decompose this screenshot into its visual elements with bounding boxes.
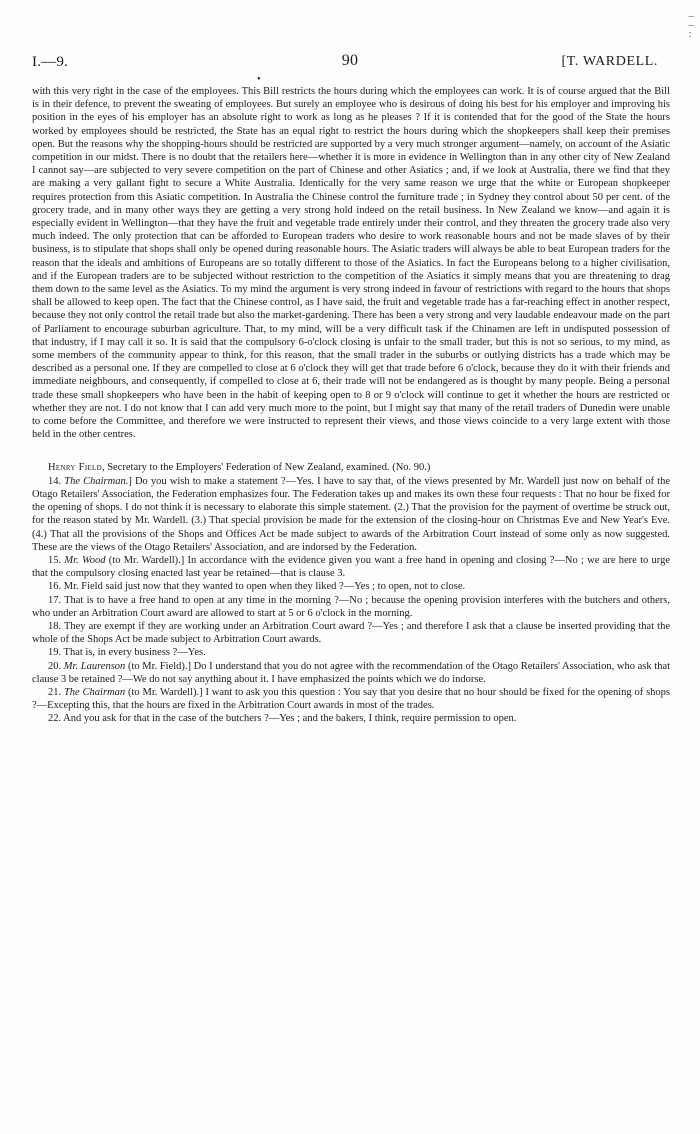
question-22: 22. And you ask for that in the case of the butchers ?—Yes ; and the bakers, I think, require permission to open. (48, 713, 517, 725)
question-15 (32, 554, 670, 580)
question-14 (32, 475, 670, 554)
question-18: 18. They are exempt if they are working under an Arbitration Court award ?—Yes ; and therefore I ask that a clause be inserted providing that the whole of the Shops Act be made subject to Arbitration Court awards. (32, 620, 670, 646)
question-17: 17. That is to have a free hand to open at any time in the morning ?—No ; because the opening provision interferes with the butchers and others, who under an Arbitration Court award are allowed to start at 5 or 6 o'clock in the morning. (32, 594, 670, 619)
question-20 (32, 660, 670, 686)
page-number: 90 (341, 52, 359, 69)
question-21 (32, 686, 670, 712)
question-number: 21. (48, 686, 64, 698)
question-text: (to Mr. Wardell).] In accordance with the evidence given you want a free hand in opening and closing ?—No ; we are here to urge that the compulsory closing enacted last year be retained—that is clause 3. (32, 554, 671, 580)
witness-name-header: [T. WARDELL. (561, 54, 658, 69)
body-text (32, 85, 670, 726)
question-19: 19. That is, in every business ?—Yes. (48, 647, 206, 659)
question-text: (to Mr. Field).] Do I understand that you do not agree with the recommendation of the Otago Retailers' Association, who ask that clause 3 be retained ?—We do not say anything about it. I have emphasized the points which we do indorse. (32, 660, 671, 685)
witness-description: , Secretary to the Employers' Federation of New Zealand, examined. (No. 90.) (101, 462, 431, 474)
continued-statement-paragraph: with this very right in the case of the employees. This Bill restricts the hours during which the employees can work. It is of course argued that the Bill is in their defence, to prevent the sweating of employees. But surely an employee who is desirous of doing his best for his employer and improving his position in the eyes of his employer has an absolute right to work as long as he pleases ? If it is contended that for the good of the State the hours worked by employees should be restricted, the State has an equal right to restrict the hours during which the shopkeepers shall keep their premises open. But the reasons why the shopping-hours should be restricted are supported by a very much stronger argument—namely, on account of the Asiatic competition in our midst. There is no doubt that the retailers here—whether it is more in evidence in Wellington than in any other city of New Zealand I cannot say—are subjected to very severe competition on the part of Chinese and other Asiatics ; and, if we look at Australia, there we find that they are making a very gallant fight to secure a White Australia. Identically for the very same reason we urge that the white or European shopkeeper requires protection from this Asiatic competition. In Australia the Chinese control the furniture trade ; in Sydney they control about 50 per cent. of the grocery trade, and in many other ways they are getting a very strong hold indeed on the retail business. In New Zealand we know—and again it is especially evident in Wellington—that they have the fruit and vegetable trade entirely under their control, and they threaten the grocery trade also very much indeed. The only protection that can be afforded to European traders who desire to work reasonable hours and not be made slaves of by their business, is to stipulate that shops shall only be opened during reasonable hours. The Asiatic traders will always be able to beat European traders for the reason that the ideals and ambitions of Europeans are so totally different to those of the Asiatics. In fact the Europeans belong to a higher civilisation, and if the European traders are to be subjected without restriction to the competition of the Asiatics it simply means that you are threatening to drag them down to the same level as the Asiatics. To my mind the argument is very strong indeed in favour of restrictions with regard to the hours that shops shall be allowed to keep open. The fact that the Chinese control, as I have said, the fruit and vegetable trade has a far-reaching effect in another respect, because they not only control the retail trade but also the market-gardening. There has been a very strong and very laudable endeavour made on the part of Parliament to encourage suburban agriculture. That, to my mind, will be a very difficult task if the Chinamen are left in undisputed possession of that industry, if I may call it so. It is said that the compulsory 6-o'clock closing is unfair to the small trader, but this is not so serious, to my mind, as some members of the community appear to think, for this reason, that the small trader in the suburbs or outlying districts has a trade which may be described as a personal one. If they are compelled to close at 6 o'clock they will get that trade before 6 o'clock, because they do it with their friends and immediate neighbours, and consequently, if compelled to close at 6, their trade will not be endangered as is thought by many people. Being a personal trade these small shopkeepers who have been in the habit of keeping open to 8 or 9 o'clock will continue to get it whether the hours are restricted or whether they are not. I do not know that I can add very much more to the point, but I might say that many of the retail traders of Dunedin were unable to come before the Committee, and therefore we were instructed to represent their views, and those views coincide to a very large extent with those held in the other centres. (32, 86, 670, 441)
speaker-name: The Chairman. (64, 475, 129, 487)
witness-name: Henry Field (48, 462, 102, 474)
question-number: 14. (48, 475, 65, 487)
document-reference: I.—9. (32, 54, 68, 70)
question-text: (to Mr. Wardell).] I want to ask you this question : You say that you desire that no hour should be fixed for the opening of shops ?—Excepting this, that the hours are fixed in the Arbitration Court awards in most of the trades. (32, 686, 671, 712)
scan-edge-mark: – – : (688, 10, 694, 40)
print-dot: • (257, 74, 261, 85)
question-text: ] Do you wish to make a statement ?—Yes. I have to say that, of the views presented by Mr. Wardell just now on behalf of the Otago Retailers' Association, the Federation emphasizes four. The Federation takes up and makes its own these four requests : That no hour be fixed for the opening of shops. I do not think it is necessary to elaborate this simple statement. (2.) That the provision for the payment of overtime be struck out, for the reason stated by Mr. Wardell. (3.) That special provision be made for the extension of the closing-hour on Christmas Eve and New Year's Eve. (4.) That all the provisions of the Shops and Offices Act be made subject to awards of the Arbitration Court instead of some only as now suggested. These are the views of the Otago Retailers' Association, and are indorsed by the Federation. (32, 475, 671, 553)
speaker-name: Mr. Laurenson (63, 660, 126, 672)
question-16: 16. Mr. Field said just now that they wanted to open when they liked ?—Yes ; to open, not to close. (48, 581, 466, 593)
question-number: 15. (48, 554, 65, 566)
question-number: 20. (48, 660, 64, 672)
witness-heading (32, 461, 670, 474)
speaker-name: The Chairman (63, 686, 126, 698)
speaker-name: Mr. Wood (64, 554, 106, 566)
